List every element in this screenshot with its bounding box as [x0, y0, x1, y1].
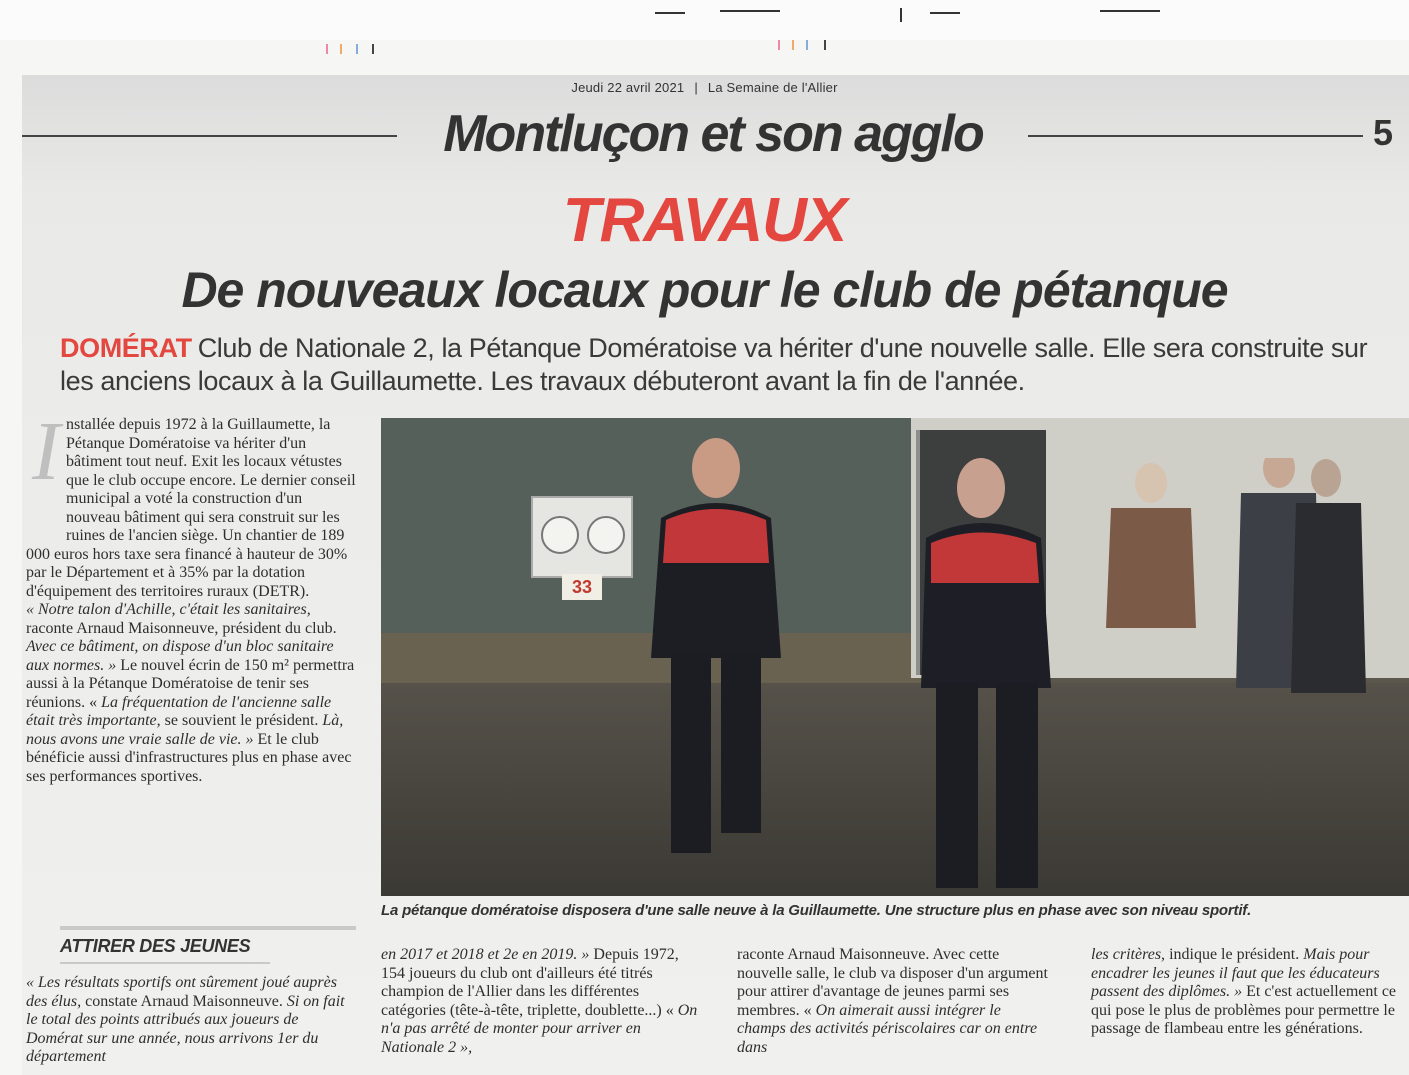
scan-artifact: [655, 12, 685, 14]
clock-icon: [541, 516, 579, 554]
scan-artifact: [1100, 10, 1160, 12]
print-registration-mark: [326, 44, 328, 54]
drop-cap: I: [32, 405, 60, 498]
print-registration-mark: [340, 44, 342, 54]
quote: La fréquentation de l'ancienne salle était très importante,: [26, 693, 332, 729]
quote: « Notre talon d'Achille, c'était les sanitaires,: [26, 601, 311, 618]
player-figure: [631, 428, 801, 878]
quote: On aimerait aussi intégrer le champs des activités périscolaires car on entre dans: [737, 1001, 1038, 1056]
quote: « Les résultats sportifs ont sûrement joué auprès des élus,: [26, 974, 337, 1010]
quote: Mais pour encadrer les jeunes il faut que les éducateurs passent des diplômes. »: [1091, 946, 1380, 1000]
article-column-2: [26, 974, 356, 1067]
intertitle: ATTIRER DES JEUNES: [60, 936, 251, 956]
lead-text: Club de Nationale 2, la Pétanque Domératoise va hériter d'une nouvelle salle. Elle sera construite sur les anciens locaux à la Guillaumette. Les travaux débuteront avant la fin de l'année.: [60, 333, 1368, 396]
text: raconte Arnaud Maisonneuve, président du club.: [26, 619, 337, 637]
quote: en 2017 et 2018 et 2e en 2019. »: [381, 946, 590, 963]
photo-ground: [381, 683, 1409, 896]
scan-artifact: [720, 10, 780, 12]
paragraph-intro: [26, 405, 356, 601]
quote: Avec ce bâtiment, on dispose d'un bloc sanitaire aux normes. »: [26, 638, 334, 674]
lead-location: DOMÉRAT: [60, 333, 192, 363]
print-registration-mark: [372, 44, 374, 54]
section-rule-left: [22, 135, 397, 137]
text: raconte Arnaud Maisonneuve. Avec cette nouvelle salle, le club va disposer d'un argument pour attirer d'avantage de jeunes parmi ses membres. «: [737, 946, 1048, 1019]
article-column-5: [1091, 946, 1406, 1039]
scan-margin: [0, 0, 1409, 40]
player-figure: [911, 448, 1091, 896]
page-header: [0, 80, 1409, 95]
paragraph-intro-text: nstallée depuis 1972 à la Guillaumette, la Pétanque Domératoise va hériter d'un bâtiment tout neuf. Exit les locaux vétustes que le club occupe encore. Le dernier conseil municipal a voté la construction d'un nouveau bâtiment qui sera construit sur les ruines de l'ancien siège. Un chantier de 189 000 euros hors taxe sera financé à hauteur de 30% par le Département et à 35% par la dotation d'équipement des territoires ruraux (DETR).: [26, 416, 356, 600]
article-column-1: [26, 405, 356, 786]
section-rule-right: [1028, 135, 1363, 137]
text: Depuis 1972, 154 joueurs du club ont d'ailleurs été titrés champion de l'Allier dans les différentes catégories (tête-à-tête, triplette, doublette...) «: [381, 946, 679, 1019]
paragraph-quote: [26, 601, 356, 786]
scoreboard-icon: [531, 496, 633, 578]
section-banner: [0, 104, 1409, 168]
print-registration-mark: [356, 44, 358, 54]
quote: Si on fait le total des points attribués aux joueurs de Domérat sur une année, nous arrivons 1er du département: [26, 992, 345, 1065]
scan-artifact: [930, 12, 960, 14]
quote: Là, nous avons une vraie salle de vie. »: [26, 712, 344, 748]
intertitle-rule: [60, 926, 356, 930]
text: Et le club bénéficie aussi d'infrastructures plus en phase avec ses performances sportives.: [26, 730, 352, 785]
header-separator: |: [694, 80, 698, 95]
scan-artifact: [900, 8, 902, 22]
print-registration-mark: [778, 40, 780, 50]
text: constate Arnaud Maisonneuve.: [81, 992, 287, 1010]
text: Et c'est actuellement ce qui pose le plus de problèmes pour permettre le passage de flambeau entre les générations.: [1091, 983, 1397, 1037]
section-title: Montluçon et son agglo: [443, 105, 983, 163]
text: Le nouvel écrin de 150 m² permettra aussi à la Pétanque Domératoise de tenir ses réunions. «: [26, 656, 355, 711]
article-column-4: [737, 946, 1052, 1057]
page-number: 5: [1372, 112, 1393, 153]
print-registration-mark: [792, 40, 794, 50]
article-lead: [60, 332, 1400, 398]
photo-caption: La pétanque domératoise disposera d'une salle neuve à la Guillaumette. Une structure plus en phase avec son niveau sportif.: [381, 902, 1252, 919]
article-kicker: TRAVAUX: [562, 186, 847, 255]
intertitle-underline: [60, 962, 270, 964]
issue-date: Jeudi 22 avril 2021: [571, 80, 685, 95]
print-registration-mark: [824, 40, 826, 50]
print-registration-mark: [806, 40, 808, 50]
spectators-figure: [1101, 458, 1401, 708]
publication-name: La Semaine de l'Allier: [707, 80, 838, 95]
court-number-sign: 33: [562, 574, 602, 600]
quote: On n'a pas arrêté de monter pour arriver en Nationale 2 »,: [381, 1001, 698, 1056]
quote: les critères,: [1091, 946, 1166, 963]
article-column-3: [381, 946, 701, 1057]
clock-icon: [587, 516, 625, 554]
text: indique le président.: [1165, 946, 1304, 963]
article-photo: [381, 418, 1409, 896]
article-headline: De nouveaux locaux pour le club de pétanque: [181, 262, 1228, 318]
text: se souvient le président.: [160, 712, 323, 729]
